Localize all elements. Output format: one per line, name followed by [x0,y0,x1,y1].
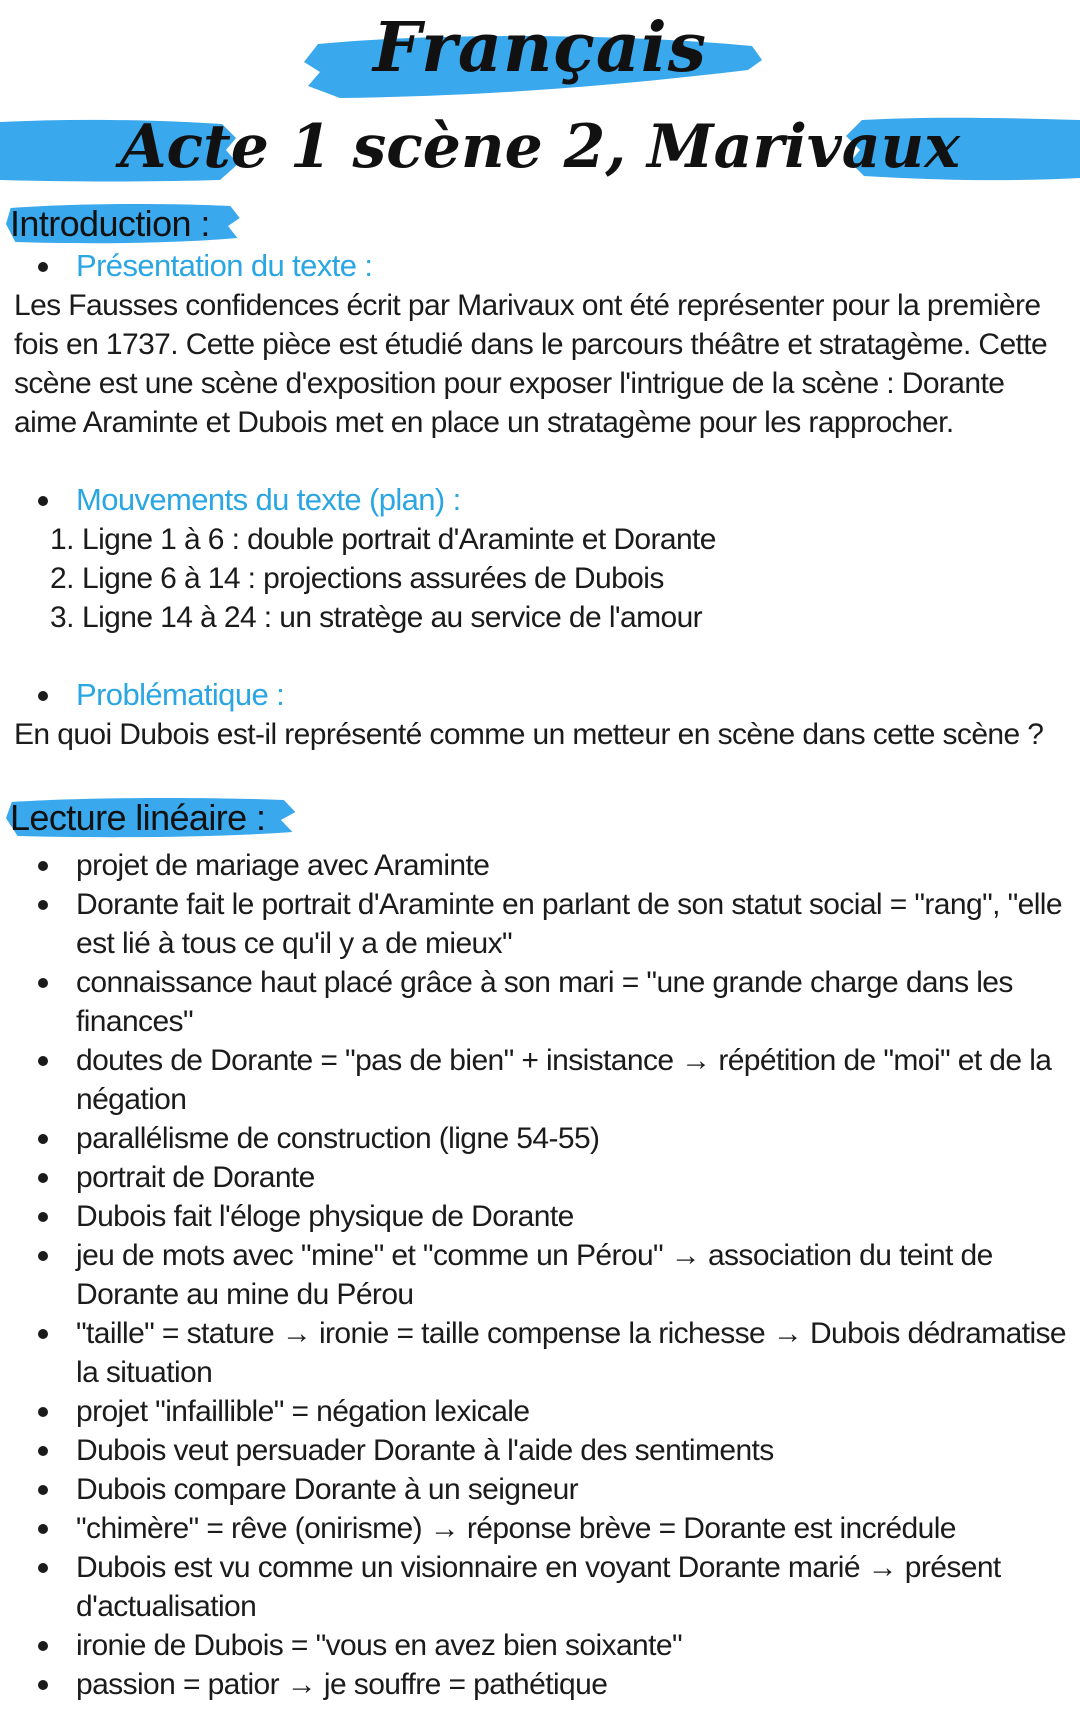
list-item: parallélisme de construction (ligne 54-55) [14,1119,1066,1158]
list-item: Dubois fait l'éloge physique de Dorante [14,1197,1066,1236]
introduction-heading [6,200,240,246]
list-item [14,520,1066,559]
spacer [14,637,1066,675]
problematique-text: En quoi Dubois est-il représenté comme un metteur en scène dans cette scène ? [14,718,1044,751]
movements-label: Mouvements du texte (plan) : [14,480,1066,520]
list-item: passion = patior → je souffre = pathétique [14,1665,1066,1704]
presentation-text: Les Fausses confidences écrit par Marivaux ont été représenter pour la première fois en 1737. Cette pièce est étudié dans le parcours théâtre et stratagème. Cette scène est une scène d'exposition pour exposer l'intrigue de la scène : Dorante aime Araminte et Dubois met en place un stratagème pour les rapprocher. [14,289,1048,439]
list-item: projet "infaillible" = négation lexicale [14,1392,1066,1431]
list-item: "taille" = stature → ironie = taille compense la richesse → Dubois dédramatise la situation [14,1314,1066,1392]
list-item [14,559,1066,598]
list-item-text: Ligne 1 à 6 : double portrait d'Araminte et Dorante [82,523,716,556]
page-subtitle: Acte 1 scène 2, Marivaux [119,112,961,182]
list-item: Dorante fait le portrait d'Araminte en parlant de son statut social = "rang", "elle est lié à tous ce qu'il y a de mieux" [14,885,1066,963]
list-item: doutes de Dorante = "pas de bien" + insistance → répétition de "moi" et de la négation [14,1041,1066,1119]
list-item: Dubois veut persuader Dorante à l'aide des sentiments [14,1431,1066,1470]
presentation-label: Présentation du texte : [14,246,1066,286]
spacer [14,754,1066,794]
list-item: portrait de Dorante [14,1158,1066,1197]
list-item: connaissance haut placé grâce à son mari = "une grande charge dans les finances" [14,963,1066,1041]
list-item-text: Ligne 14 à 24 : un stratège au service de l'amour [82,601,703,634]
movements-list [14,520,1066,637]
list-item: projet de mariage avec Araminte [14,846,1066,885]
page-title: Français [373,8,707,88]
list-item: jeu de mots avec "mine" et "comme un Pérou" → association du teint de Dorante au mine du Pérou [14,1236,1066,1314]
problematique-label: Problématique : [14,675,1066,715]
list-item-number: 1. [50,523,74,556]
header [0,0,1080,200]
lecture-heading-text: Lecture linéaire : [10,797,266,838]
list-item: Dubois est vu comme un visionnaire en voyant Dorante marié → présent d'actualisation [14,1548,1066,1626]
list-item [14,598,1066,637]
list-item-text: Ligne 6 à 14 : projections assurées de Dubois [82,562,664,595]
list-item: "chimère" = rêve (onirisme) → réponse brève = Dorante est incrédule [14,1509,1066,1548]
document-body [10,200,1066,1704]
list-item-number: 3. [50,601,74,634]
spacer [14,442,1066,480]
lecture-list [14,846,1066,1704]
list-item: ironie de Dubois = "vous en avez bien soixante" [14,1626,1066,1665]
list-item-number: 2. [50,562,74,595]
lecture-heading [6,794,295,840]
introduction-heading-text: Introduction : [10,203,210,244]
list-item: Dubois compare Dorante à un seigneur [14,1470,1066,1509]
